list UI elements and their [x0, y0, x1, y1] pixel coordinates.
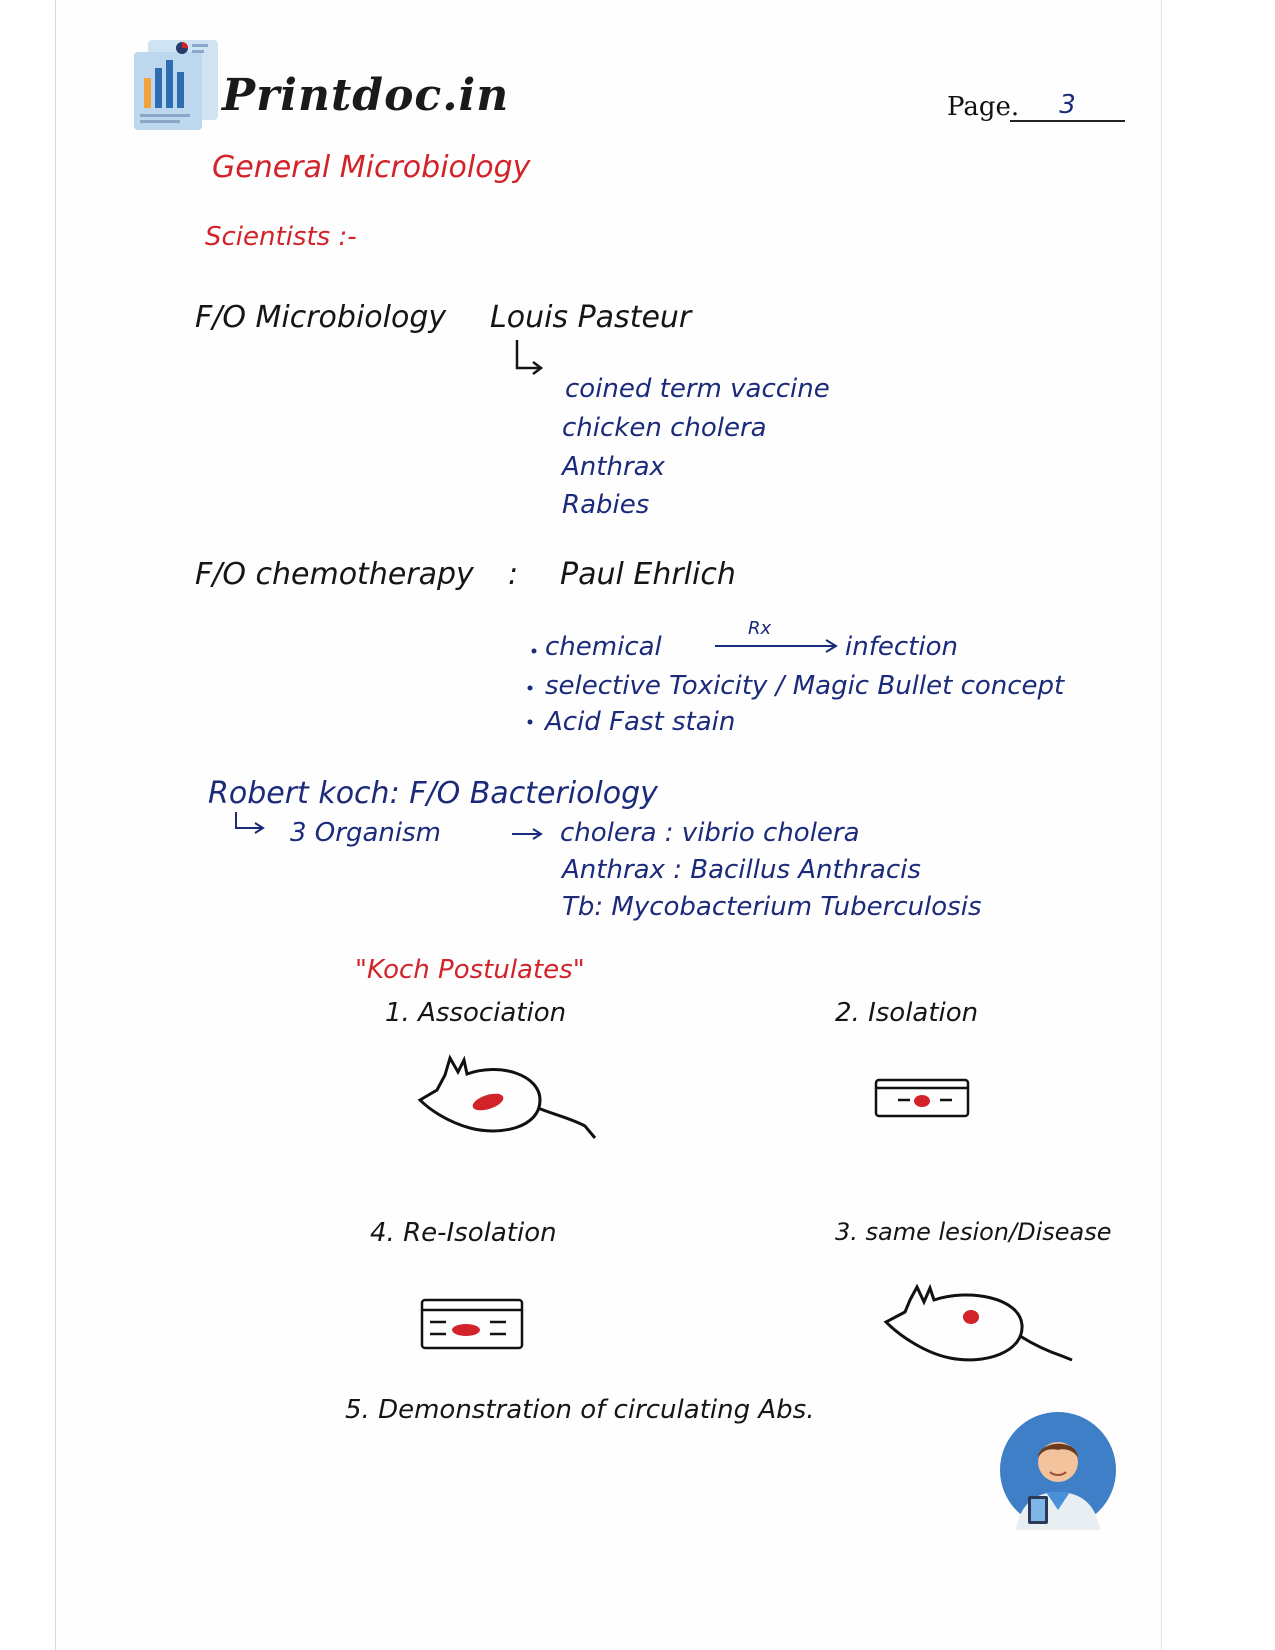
petri-dish-drawing-2 [422, 1300, 522, 1348]
ehrlich-heading: F/O chemotherapy [195, 557, 474, 592]
bullet-dots [528, 649, 537, 725]
ehrlich-separator: : [508, 557, 519, 592]
doctor-tablet-avatar-icon [998, 1410, 1118, 1530]
ehrlich-name: Paul Ehrlich [560, 557, 736, 592]
ehrlich-chem-a: chemical [545, 632, 662, 662]
bent-arrow-icon [517, 340, 541, 374]
koch-heading: Robert koch: F/O Bacteriology [208, 776, 658, 811]
koch-org-1: cholera : vibrio cholera [560, 818, 860, 848]
postulate-3: 3. same lesion/Disease [835, 1218, 1112, 1246]
pasteur-item-3: Anthrax [562, 452, 665, 482]
koch-organisms-label: 3 Organism [290, 818, 441, 848]
koch-bent-arrow-icon [236, 812, 263, 833]
organism-arrow-icon [512, 829, 541, 839]
mouse-drawing-2 [886, 1287, 1072, 1360]
page-number: 3 [1010, 90, 1125, 122]
postulate-5: 5. Demonstration of circulating Abs. [345, 1395, 815, 1425]
rx-arrow-icon [715, 640, 836, 652]
pasteur-name: Louis Pasteur [490, 300, 692, 335]
pasteur-item-2: chicken cholera [562, 413, 767, 443]
pasteur-item-4: Rabies [562, 490, 650, 520]
page-label: Page. [947, 92, 1020, 122]
pasteur-item-1: coined term vaccine [565, 374, 830, 404]
mouse-drawing-1 [420, 1058, 595, 1138]
ehrlich-bullet-3: Acid Fast stain [545, 707, 736, 737]
ehrlich-rx: Rx [748, 618, 772, 639]
postulates-title: "Koch Postulates" [355, 955, 585, 985]
brand-name: Printdoc.in [222, 70, 510, 121]
ehrlich-chem-b: infection [845, 632, 958, 662]
postulate-2: 2. Isolation [835, 998, 979, 1028]
postulate-4: 4. Re-Isolation [370, 1218, 557, 1248]
postulate-1: 1. Association [385, 998, 567, 1028]
koch-org-2: Anthrax : Bacillus Anthracis [562, 855, 921, 885]
pasteur-heading: F/O Microbiology [195, 300, 447, 335]
petri-dish-drawing-1 [876, 1080, 968, 1116]
page-title: General Microbiology [212, 150, 531, 185]
koch-org-3: Tb: Mycobacterium Tuberculosis [562, 892, 982, 922]
ehrlich-bullet-2: selective Toxicity / Magic Bullet concept [545, 671, 1065, 701]
section-subtitle: Scientists :- [205, 222, 357, 252]
